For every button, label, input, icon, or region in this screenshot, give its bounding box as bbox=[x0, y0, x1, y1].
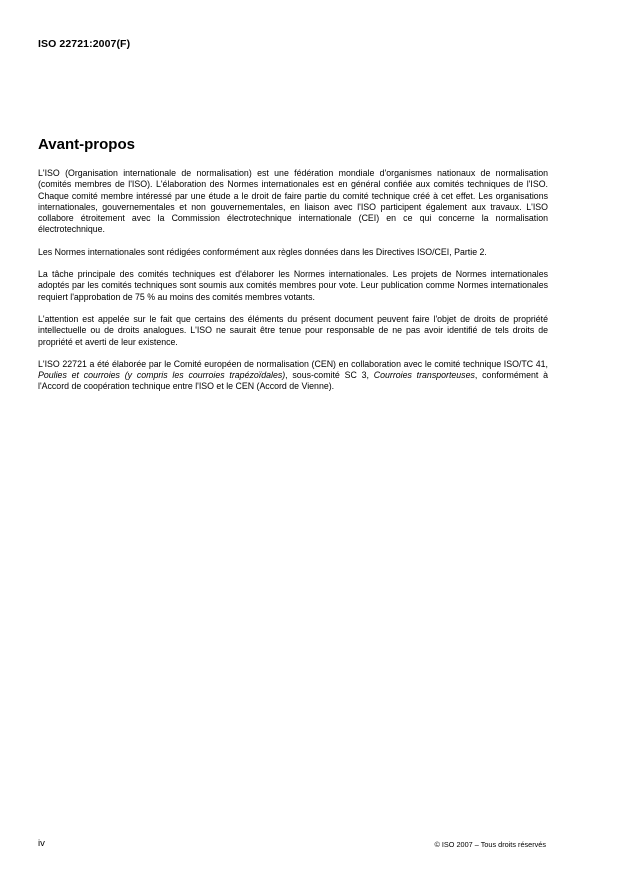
paragraph-5-text-1: L'ISO 22721 a été élaborée par le Comité européen de normalisation (CEN) en collaboration avec le comité technique ISO/TC 41, bbox=[38, 358, 548, 369]
foreword-body bbox=[38, 168, 548, 404]
paragraph-5 bbox=[38, 359, 548, 393]
copyright-notice: © ISO 2007 – Tous droits réservés bbox=[434, 840, 546, 849]
paragraph-2: Les Normes internationales sont rédigées conformément aux règles données dans les Directives ISO/CEI, Partie 2. bbox=[38, 246, 487, 257]
page-number: iv bbox=[38, 838, 45, 849]
paragraph-3: La tâche principale des comités techniques est d'élaborer les Normes internationales. Les projets de Normes internationales adoptés par les comités techniques sont soumis aux comités membres pour vote. Leur publication comme Normes internationales requiert l'approbation de 75 % au moins des comités membres votants. bbox=[38, 269, 548, 302]
committee-title: Poulies et courroies (y compris les courroies trapézoïdales) bbox=[38, 370, 286, 381]
paragraph-1: L'ISO (Organisation internationale de normalisation) est une fédération mondiale d'organismes nationaux de normalisation (comités membres de l'ISO). L'élaboration des Normes internationales est en général confiée aux comités techniques de l'ISO. Chaque comité membre intéressé par une étude a le droit de faire partie du comité technique créé à cet effet. Les organisations internationales, gouvernementales et non gouvernementales, en liaison avec l'ISO participent également aux travaux. L'ISO collabore étroitement avec la Commission électrotechnique internationale (CEI) en ce qui concerne la normalisation électrotechnique. bbox=[38, 168, 548, 235]
paragraph-5-text-2: , sous-comité SC 3, bbox=[285, 370, 374, 381]
document-id: ISO 22721:2007(F) bbox=[38, 38, 131, 50]
paragraph-5-text-3: , conformément à l'Accord de coopération technique entre l'ISO et le CEN (Accord de Vienne). bbox=[38, 370, 548, 392]
section-title: Avant-propos bbox=[38, 136, 135, 153]
subcommittee-title: Courroies transporteuses bbox=[373, 370, 475, 381]
paragraph-4: L'attention est appelée sur le fait que certains des éléments du présent document peuvent faire l'objet de droits de propriété intellectuelle ou de droits analogues. L'ISO ne saurait être tenue pour responsable de ne pas avoir identifié de tels droits de propriété et averti de leur existence. bbox=[38, 313, 548, 347]
